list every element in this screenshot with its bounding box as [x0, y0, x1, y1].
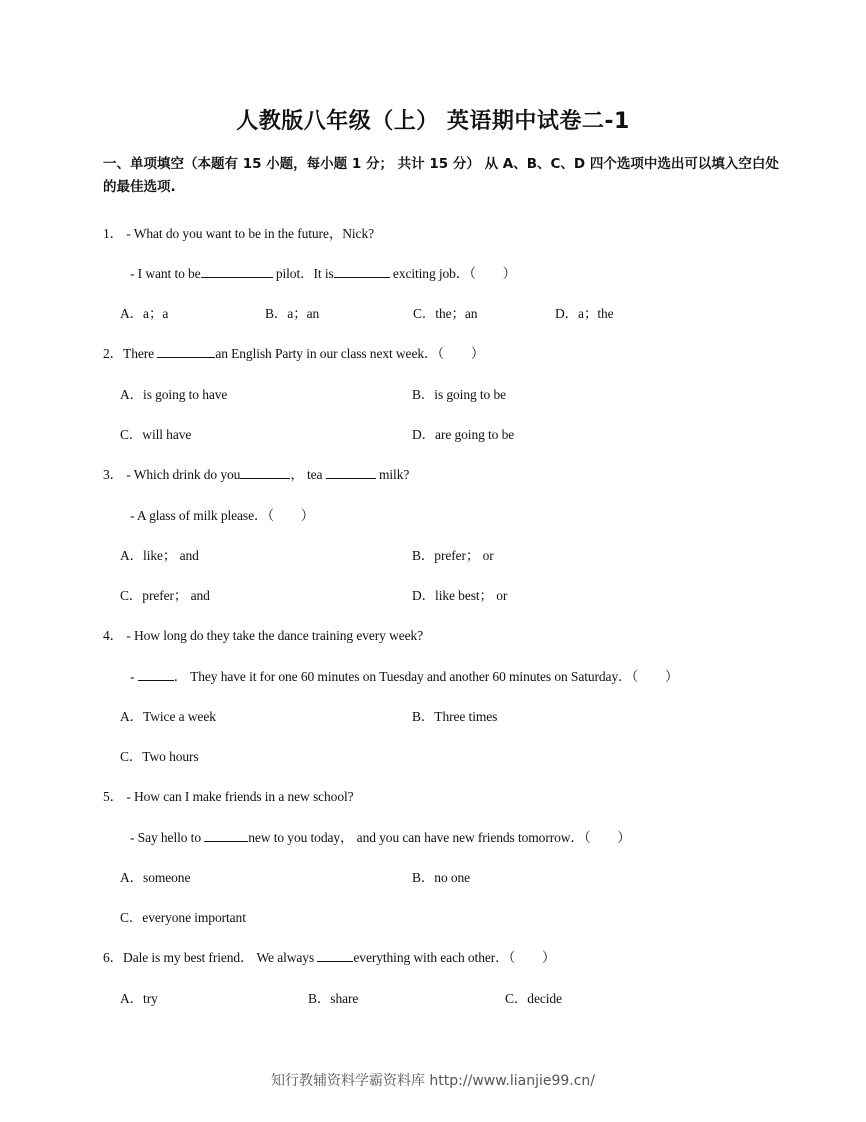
question-1-option-d: D．a；the [555, 306, 614, 321]
question-1-option-a: A．a；a [120, 306, 169, 321]
answer-blank [240, 466, 290, 479]
question-2-stem [103, 342, 484, 362]
question-5-stem: 5． - How can I make friends in a new school? [103, 789, 354, 804]
answer-blank [138, 668, 174, 681]
question-3-option-b: B．prefer； or [412, 548, 494, 563]
question-4-option-b: B．Three times [412, 709, 498, 724]
q1-reply-part2: pilot．It is [275, 266, 334, 281]
q5-reply-part2: new to you today， and you can have new friends tomorrow．（ ） [248, 830, 631, 845]
q4-reply-part1: - [130, 669, 135, 684]
page-footer: 知行教辅资料学霸资料库 http://www.lianjie99.cn/ [270, 1073, 596, 1089]
question-2-option-c: C．will have [120, 427, 192, 442]
q3-stem-part2: ， tea [290, 467, 323, 482]
question-1-stem: 1． - What do you want to be in the future，Nick? [103, 226, 374, 241]
q6-stem-part2: everything with each other．（ ） [353, 950, 556, 965]
answer-blank [204, 829, 248, 842]
question-2-option-a: A．is going to have [120, 387, 228, 402]
question-3-option-a: A．like； and [120, 548, 199, 563]
answer-blank [157, 345, 215, 358]
question-4-option-c: C．Two hours [120, 749, 199, 764]
answer-blank [334, 265, 390, 278]
question-1-option-c: C．the；an [413, 306, 478, 321]
question-3-option-c: C．prefer； and [120, 588, 210, 603]
answer-blank [201, 265, 273, 278]
question-4-reply [130, 665, 678, 685]
question-3-option-d: D．like best； or [412, 588, 508, 603]
answer-blank [326, 466, 376, 479]
question-3-reply: - A glass of milk please．（ ） [130, 508, 315, 523]
q1-reply-part1: - I want to be [130, 266, 201, 281]
question-1-option-b: B．a；an [265, 306, 320, 321]
question-6-option-a: A．try [120, 991, 158, 1006]
q2-stem-part2: an English Party in our class next week．（ ） [215, 346, 485, 361]
question-6-option-b: B．share [308, 991, 359, 1006]
question-5-reply [130, 826, 631, 846]
question-1-reply [130, 262, 516, 282]
question-5-option-b: B．no one [412, 870, 471, 885]
section-heading: 一、单项填空（本题有 15 小题，每小题 1 分； 共计 15 分） 从 A、B、C、D 四个选项中选出可以填入空白处的最佳选项. [103, 156, 779, 195]
answer-blank [317, 949, 353, 962]
page-title: 人教版八年级（上） 英语期中试卷二-1 [236, 109, 630, 134]
question-2-option-d: D．are going to be [412, 427, 515, 442]
question-4-stem: 4． - How long do they take the dance training every week? [103, 628, 424, 643]
q4-reply-part2: ． They have it for one 60 minutes on Tuesday and another 60 minutes on Saturday．（ ） [173, 669, 679, 684]
q3-stem-part1: 3． - Which drink do you [103, 467, 241, 482]
question-4-option-a: A．Twice a week [120, 709, 216, 724]
question-6-stem [103, 946, 555, 966]
q2-stem-part1: 2．There [103, 346, 155, 361]
question-6-option-c: C．decide [505, 991, 562, 1006]
question-5-option-a: A．someone [120, 870, 191, 885]
q1-reply-part3: exciting job．（ ） [392, 266, 517, 281]
q6-stem-part1: 6．Dale is my best friend． We always [103, 950, 315, 965]
question-2-option-b: B．is going to be [412, 387, 507, 402]
q5-reply-part1: - Say hello to [130, 830, 201, 845]
q3-stem-part3: milk? [379, 467, 410, 482]
question-3-stem [103, 463, 409, 483]
question-5-option-c: C．everyone important [120, 910, 246, 925]
